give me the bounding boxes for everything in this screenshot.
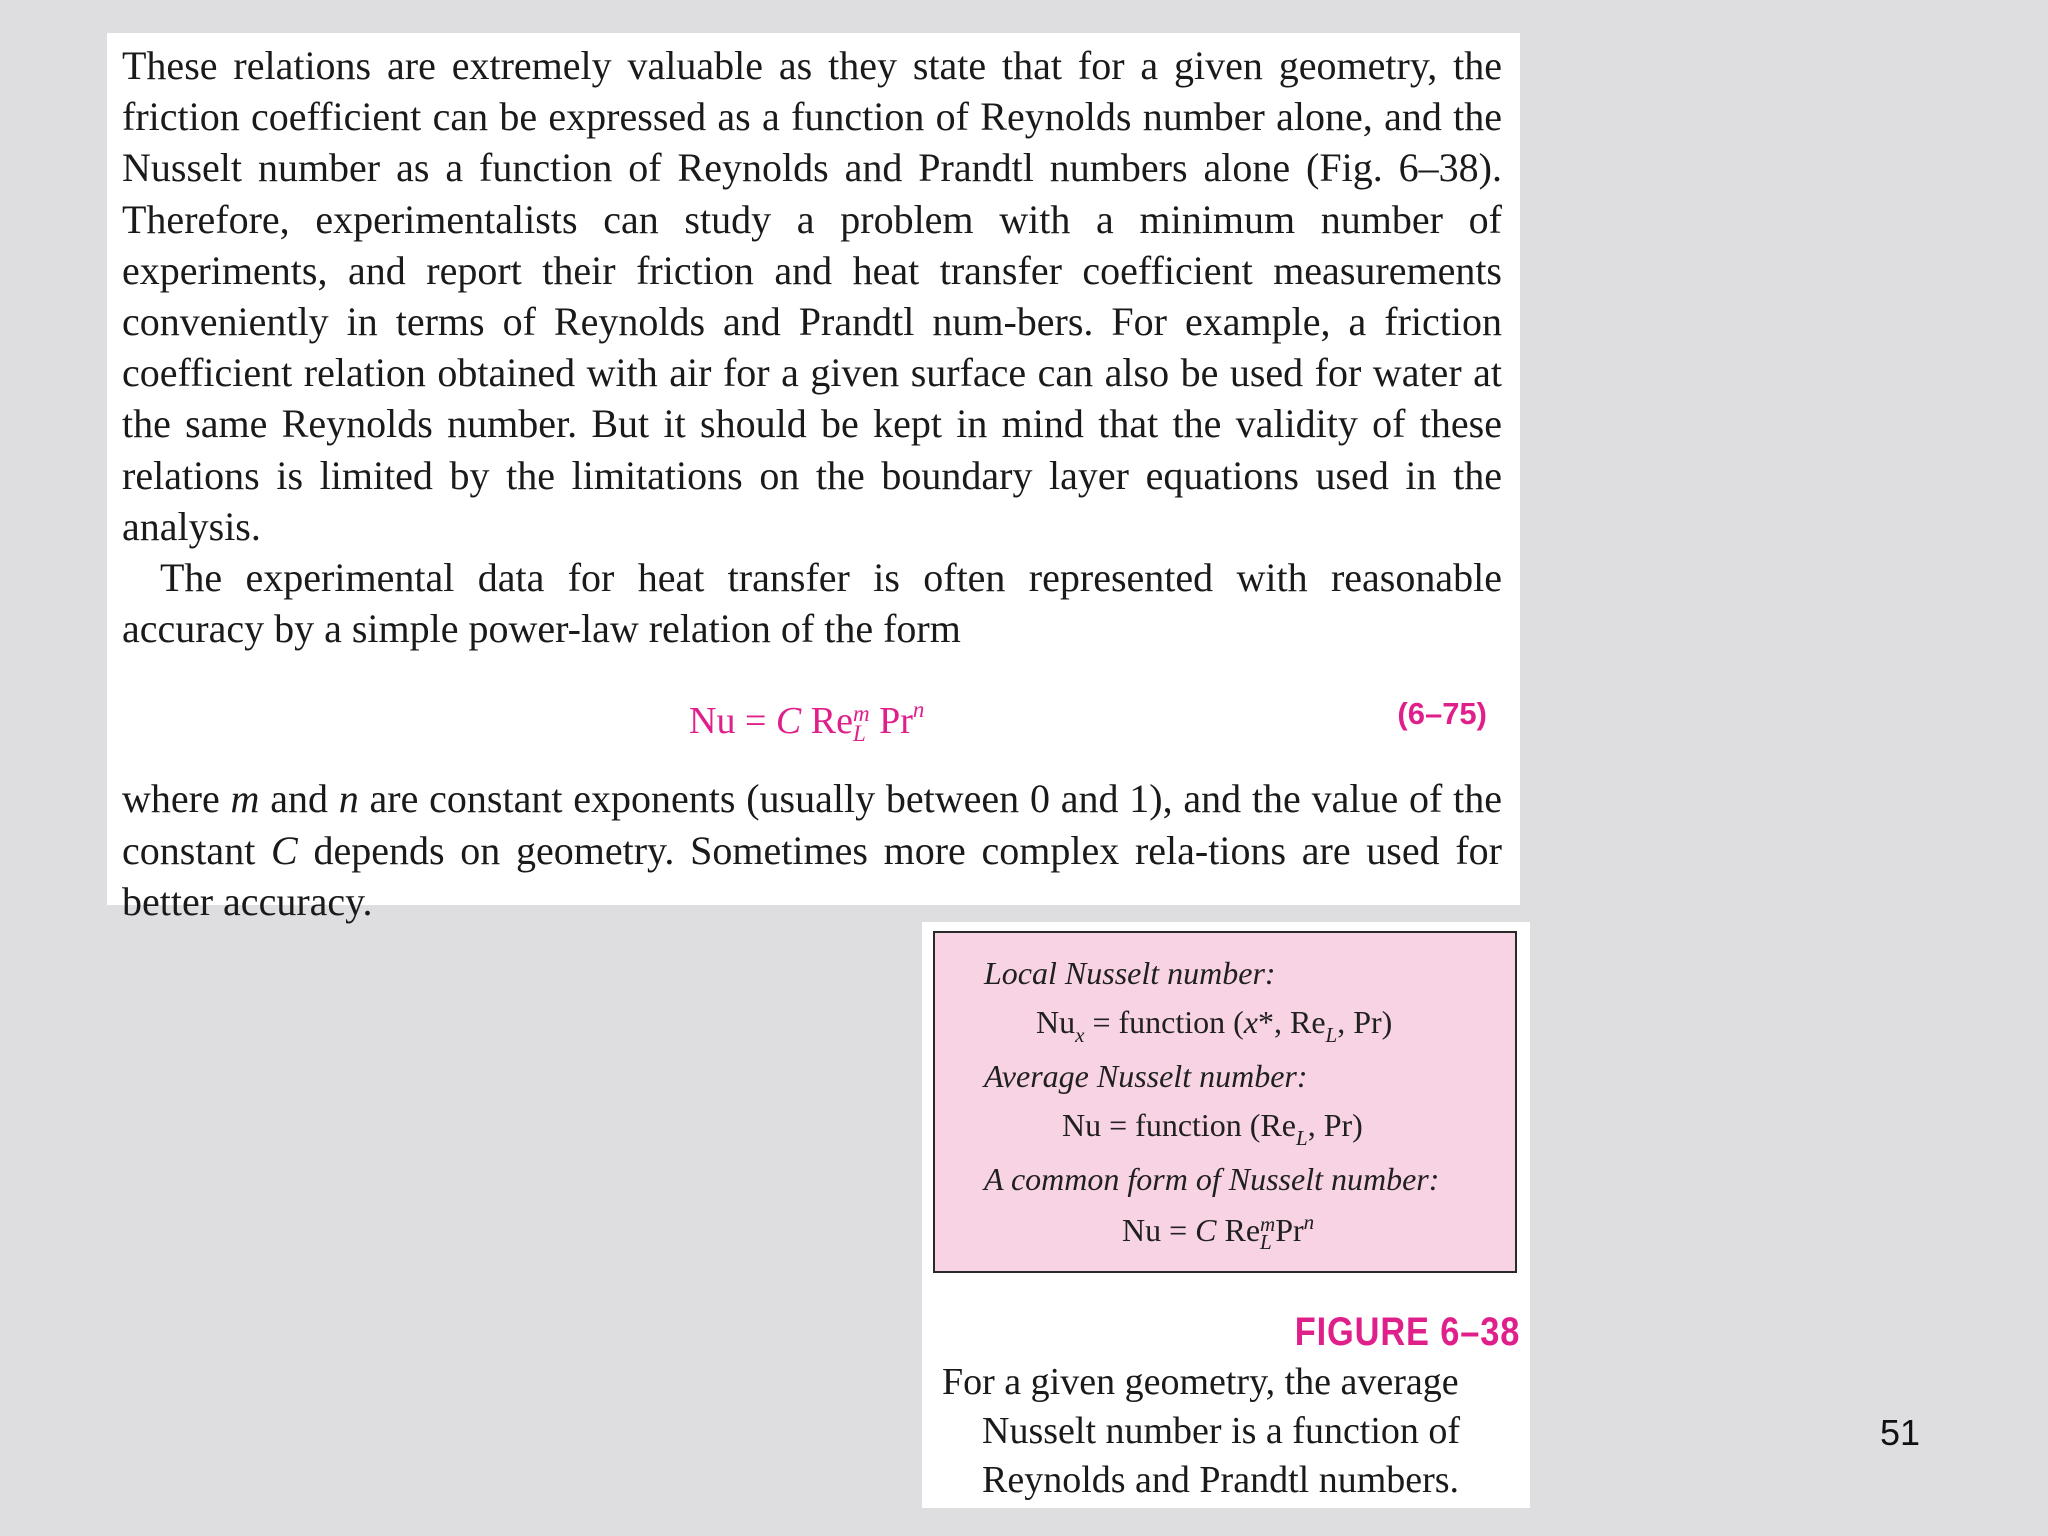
common-form-equation [1122,1212,1314,1253]
common-re-exponent: m [1260,1212,1276,1236]
average-nusselt-heading: Average Nusselt number: [984,1058,1308,1094]
p3-text-a: where [122,776,231,822]
common-nu: Nu = [1122,1212,1196,1248]
average-nusselt-equation [1062,1109,1363,1149]
figure-6-38 [922,922,1530,1508]
body-text [122,40,1502,927]
local-nusselt-equation [1036,1006,1392,1046]
local-nusselt-heading: Local Nusselt number: [984,955,1276,991]
equation-re-exponent: m [852,701,870,727]
equation-equals: = [735,700,776,743]
common-c: C [1195,1212,1217,1248]
equation-number: (6–75) [1397,696,1487,732]
equation-row [122,654,1502,773]
local-re: *, Re [1257,1004,1326,1040]
common-pr: Pr [1275,1212,1304,1248]
equation-re: Re [801,700,853,743]
common-re: Re [1216,1212,1261,1248]
caption-line-1: For a given geometry, the average [942,1361,1459,1403]
p3-var-c: C [271,827,298,873]
p3-text-c: are constant exponents (usually between 0 and 1), and the value of the constant [122,776,1502,873]
local-nu-subscript: x [1075,1023,1085,1047]
paragraph-exponents [122,773,1502,927]
local-function: = function ( [1084,1004,1244,1040]
equation-pr: Pr [869,700,913,743]
local-nu: Nu [1036,1004,1076,1040]
local-re-subscript: L [1325,1023,1338,1047]
avg-re-subscript: L [1296,1126,1308,1150]
avg-pr: , Pr) [1307,1107,1363,1143]
equation-constant-c: C [775,700,802,743]
caption-line-3: Reynolds and Prandtl numbers. [982,1459,1460,1501]
paragraph-experimental-data: The experimental data for heat transfer is often represented with reasonable accuracy by a simple power-law relation of the form [122,555,1502,652]
common-pr-exponent: n [1303,1210,1315,1234]
common-form-heading: A common form of Nusselt number: [984,1161,1440,1197]
figure-label: FIGURE 6–38 [1294,1310,1520,1354]
figure-equation-box [933,931,1517,1273]
p3-var-m: m [230,776,260,822]
caption-line-2: Nusselt number is a function of [982,1410,1461,1452]
paragraph-relations-value: These relations are extremely valuable as they state that for a given geometry, the friction coefficient can be expressed as a function of Reynolds number alone, and the Nusselt number as a function of Reynolds and Prandtl numbers alone (Fig. 6–38). Therefore, experimentalists can study a problem with a minimum number of experiments, and report their friction and heat transfer coefficient measurements conveniently in terms of Reynolds and Prandtl num-bers. For example, a friction coefficient relation obtained with air for a given surface can also be used for water at the same Reynolds number. But it should be kept in mind that the validity of these relations is limited by the limitations on the boundary layer equations used in the analysis. [122,43,1502,549]
common-re-scripts [1260,1214,1275,1253]
equation-re-scripts [853,702,870,745]
p3-var-n: n [338,776,359,822]
p3-text-d: depends on geometry. Sometimes more complex rela-tions are used for better accuracy. [122,827,1502,924]
equation-nu: Nu [689,700,736,743]
common-re-subscript: L [1260,1230,1272,1254]
equation-re-subscript: L [852,721,866,747]
power-law-equation [689,684,924,747]
p3-text-b: and [259,776,339,822]
slide-page-number: 51 [1880,1412,1921,1453]
equation-pr-exponent: n [912,697,925,723]
avg-function: Nu = function (Re [1062,1107,1296,1143]
figure-caption [942,1358,1512,1505]
textbook-excerpt [107,33,1520,924]
local-x-var: x [1243,1004,1258,1040]
local-pr: , Pr) [1337,1004,1393,1040]
